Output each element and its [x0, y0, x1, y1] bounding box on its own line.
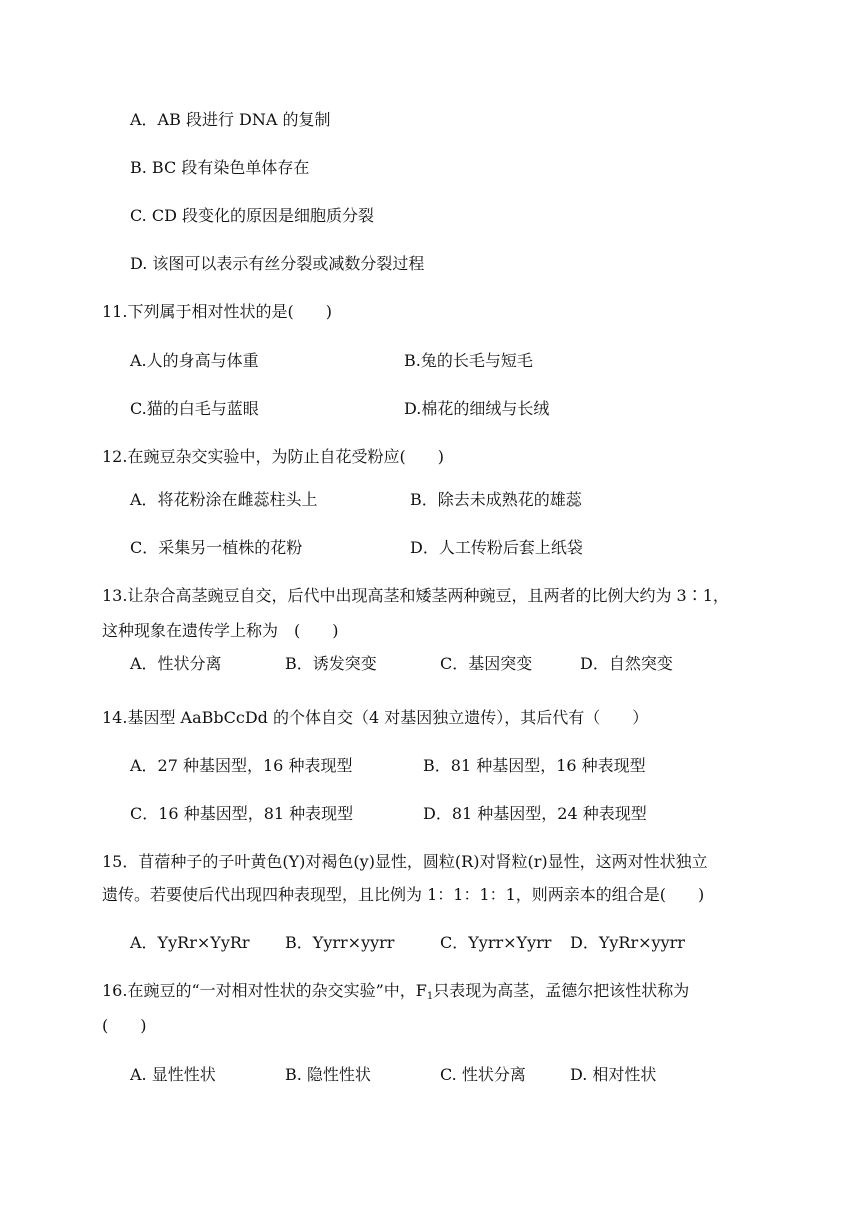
q15-option-c: C．Yyrr×Yyrr [440, 933, 552, 952]
q12-option-b: B．除去未成熟花的雄蕊 [410, 490, 582, 509]
q14-stem: 14.基因型 AaBbCcDd 的个体自交（4 对基因独立遗传），其后代有（ ） [102, 708, 649, 727]
q16-stem-line2: ( ) [102, 1016, 147, 1035]
q14-option-b: B．81 种基因型，16 种表现型 [423, 756, 646, 775]
q15-option-b: B．Yyrr×yyrr [285, 933, 395, 952]
q12-stem: 12.在豌豆杂交实验中，为防止自花受粉应( ) [102, 447, 444, 466]
q15-option-a: A．YyRr×YyRr [130, 933, 250, 952]
q10-option-c: C. CD 段变化的原因是细胞质分裂 [130, 206, 375, 225]
q16-stem-line1 [102, 980, 689, 1002]
q14-option-a: A．27 种基因型，16 种表现型 [130, 756, 353, 775]
q11-option-d: D.棉花的细绒与长绒 [404, 399, 550, 418]
q14-option-c: C．16 种基因型，81 种表现型 [130, 804, 354, 823]
q10-option-d: D. 该图可以表示有丝分裂或减数分裂过程 [130, 254, 425, 273]
q13-stem-line2: 这种现象在遗传学上称为 ( ) [102, 621, 339, 640]
q14-option-d: D．81 种基因型，24 种表现型 [423, 804, 647, 823]
q12-option-a: A．将花粉涂在雌蕊柱头上 [130, 490, 318, 509]
q13-stem-line1: 13.让杂合高茎豌豆自交，后代中出现高茎和矮茎两种豌豆，且两者的比例大约为 3∶1， [102, 586, 729, 605]
q13-option-a: A．性状分离 [130, 654, 222, 673]
q16-option-a: A. 显性性状 [130, 1065, 216, 1084]
q15-stem-line2: 遗传。若要使后代出现四种表现型，且比例为 1：1：1：1，则两亲本的组合是( ) [102, 885, 705, 904]
q11-option-b: B.兔的长毛与短毛 [404, 351, 533, 370]
q13-option-c: C．基因突变 [440, 654, 533, 673]
q13-option-b: B．诱发突变 [285, 654, 377, 673]
q12-option-c: C．采集另一植株的花粉 [130, 538, 303, 557]
q15-stem-line1: 15．苜蓿种子的子叶黄色(Y)对褐色(y)显性，圆粒(R)对肾粒(r)显性，这两对性状独立 [102, 852, 708, 871]
q15-option-d: D．YyRr×yyrr [570, 933, 685, 952]
q16-option-c: C. 性状分离 [440, 1065, 526, 1084]
q11-option-c: C.猫的白毛与蓝眼 [130, 399, 259, 418]
q16-stem-text-2: 只表现为高茎，孟德尔把该性状称为 [433, 981, 690, 1000]
q10-option-b: B. BC 段有染色单体存在 [130, 158, 310, 177]
q16-f1-subscript: 1 [426, 991, 434, 1002]
q11-option-a: A.人的身高与体重 [130, 351, 259, 370]
q16-stem-text: 16.在豌豆的“一对相对性状的杂交实验”中，F [102, 981, 427, 1000]
q16-option-b: B. 隐性性状 [285, 1065, 371, 1084]
q10-option-a: A．AB 段进行 DNA 的复制 [130, 110, 331, 129]
q11-stem: 11.下列属于相对性状的是( ) [102, 302, 332, 321]
q16-option-d: D. 相对性状 [570, 1065, 657, 1084]
q13-option-d: D．自然突变 [580, 654, 673, 673]
q12-option-d: D．人工传粉后套上纸袋 [410, 538, 583, 557]
